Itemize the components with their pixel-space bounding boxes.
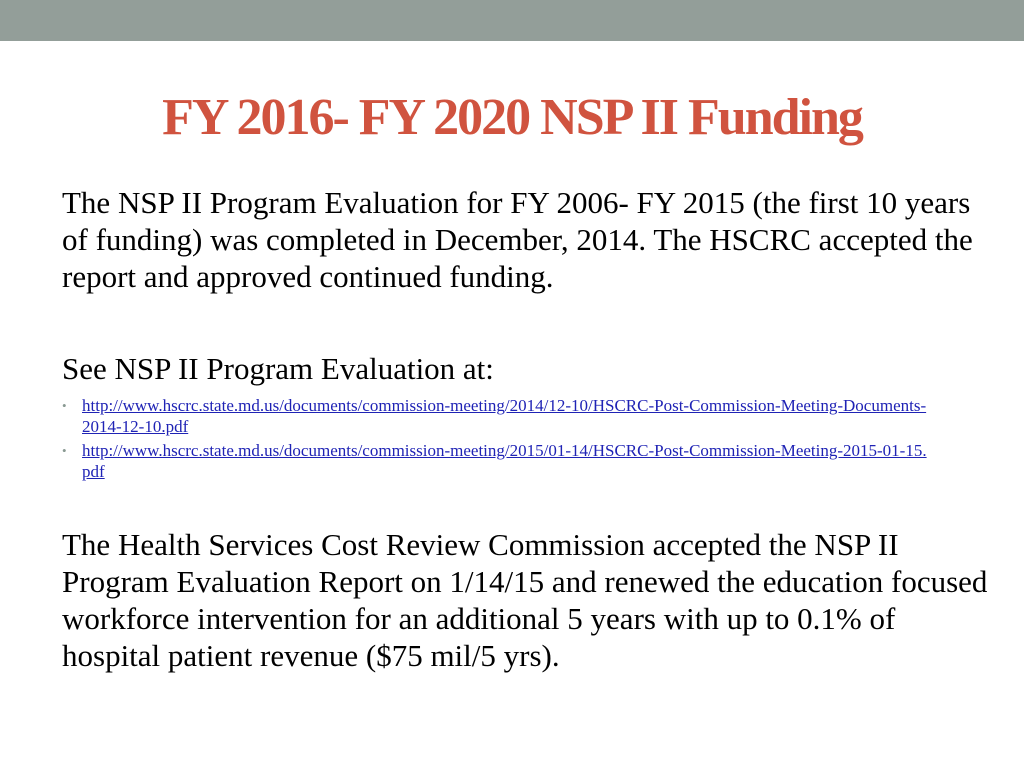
slide-title: FY 2016- FY 2020 NSP II Funding <box>162 89 862 146</box>
see-evaluation-label: See NSP II Program Evaluation at: <box>62 351 494 386</box>
top-accent-bar <box>0 0 1024 41</box>
evaluation-link-2014[interactable]: http://www.hscrc.state.md.us/documents/commission-meeting/2014/12-10/HSCRC-Post-Commission-Meeting-Documents-2014-12-10.pdf <box>82 396 927 436</box>
list-item <box>62 440 932 482</box>
list-item <box>62 395 932 437</box>
intro-paragraph: The NSP II Program Evaluation for FY 2006- FY 2015 (the first 10 years of funding) was completed in December, 2014. The HSCRC accepted the report and approved continued funding. <box>62 185 973 294</box>
final-paragraph: The Health Services Cost Review Commission accepted the NSP II Program Evaluation Report on 1/14/15 and renewed the education focused workforce intervention for an additional 5 years with up to 0.1% of hospital patient revenue ($75 mil/5 yrs). <box>62 527 988 673</box>
evaluation-link-2015[interactable]: http://www.hscrc.state.md.us/documents/commission-meeting/2015/01-14/HSCRC-Post-Commission-Meeting-2015-01-15.pdf <box>82 441 927 481</box>
evaluation-link-list <box>62 395 992 482</box>
slide-content <box>62 184 992 674</box>
bullet-icon: • <box>62 398 67 413</box>
bullet-icon: • <box>62 443 67 458</box>
